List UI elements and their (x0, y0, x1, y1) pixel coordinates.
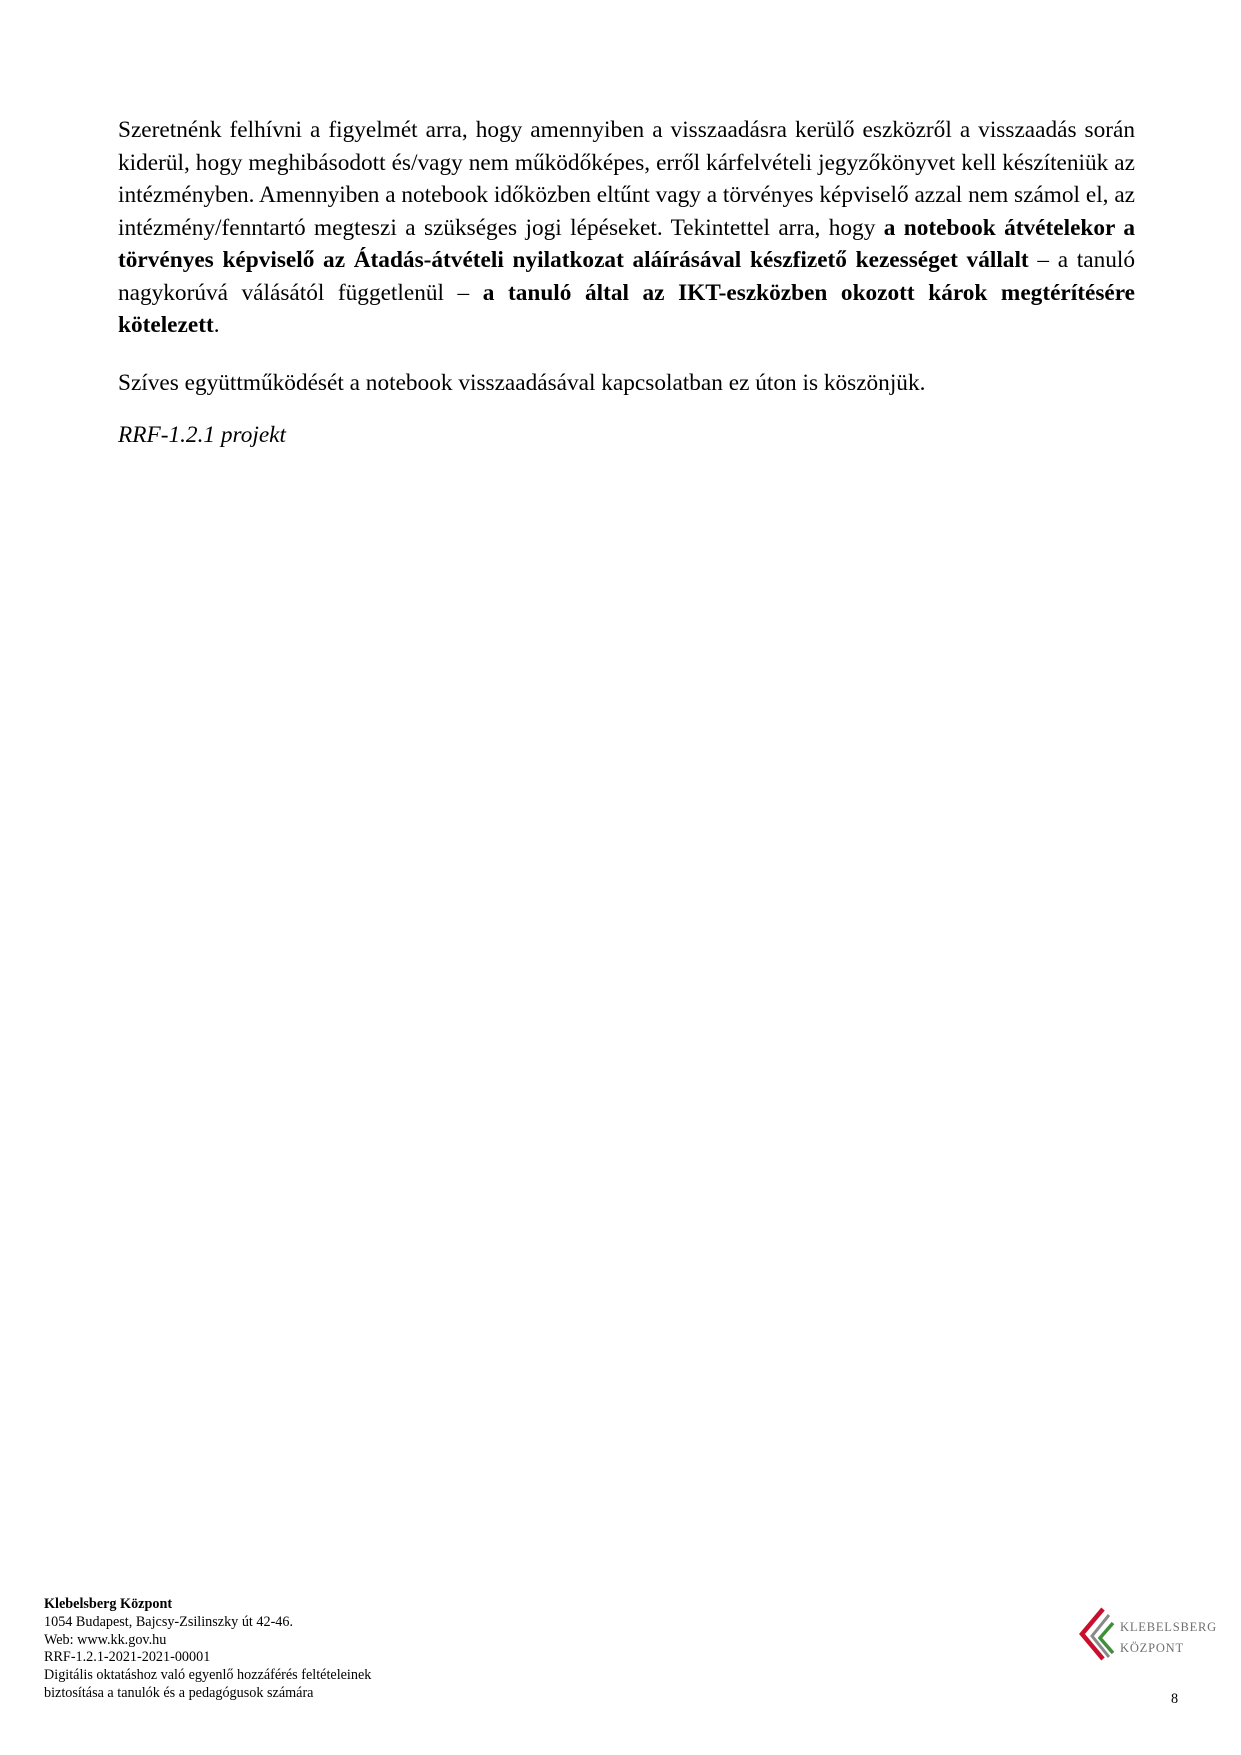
footer-project-id: RRF-1.2.1-2021-2021-00001 (44, 1649, 211, 1666)
letter-body (118, 114, 1135, 452)
thanks-paragraph: Szíves együttműködését a notebook visszaadásával kapcsolatban ez úton is köszönjük. (118, 369, 926, 396)
liability-text-intro: Szeretnénk felhívni a figyelmét arra, hogy amennyiben a visszaadásra kerülő eszközről a visszaadás során kiderül, hogy meghibásodott és/vagy nem működőképes, erről kárfelvételi jegyzőkönyvet kell készíteniük az intézményben. Amennyiben a notebook időközben eltűnt vagy a törvényes képviselő azzal nem számol el, az intézmény/fenntartó megteszi a szükséges jogi lépéseket. Tekintettel arra, hogy (118, 117, 1135, 241)
footer-org-name: Klebelsberg Központ (44, 1596, 173, 1612)
logo-text-line2: KÖZPONT (1120, 1641, 1184, 1655)
footer-address: 1054 Budapest, Bajcsy-Zsilinszky út 42-46. (44, 1613, 294, 1630)
footer-web: Web: www.kk.gov.hu (44, 1631, 167, 1648)
footer-contact (44, 1596, 371, 1703)
logo-text-line1: KLEBELSBERG (1120, 1620, 1217, 1634)
liability-text-obligation: a tanuló által az IKT-eszközben okozott károk megtérítésére kötelezett (118, 279, 1135, 338)
footer-project-title-line1: Digitális oktatáshoz való egyenlő hozzáférés feltételeinek (44, 1667, 372, 1684)
page-number: 8 (1171, 1691, 1179, 1707)
liability-text-guarantee: a notebook átvételekor a törvényes képviselő az Átadás-átvételi nyilatkozat aláírásával készfizető kezességet vállalt (118, 214, 1136, 273)
footer-project-title-line2: biztosítása a tanulók és a pedagógusok számára (44, 1684, 314, 1701)
project-signature: RRF-1.2.1 projekt (118, 422, 286, 448)
liability-text-age-clause: – a tanuló nagykorúvá válásától függetlenül – (118, 247, 1135, 306)
klebelsberg-k-logo-icon (1075, 1607, 1117, 1667)
liability-text-period: . (213, 312, 220, 338)
liability-paragraph (118, 114, 1135, 342)
klebelsberg-logo (1075, 1607, 1215, 1667)
